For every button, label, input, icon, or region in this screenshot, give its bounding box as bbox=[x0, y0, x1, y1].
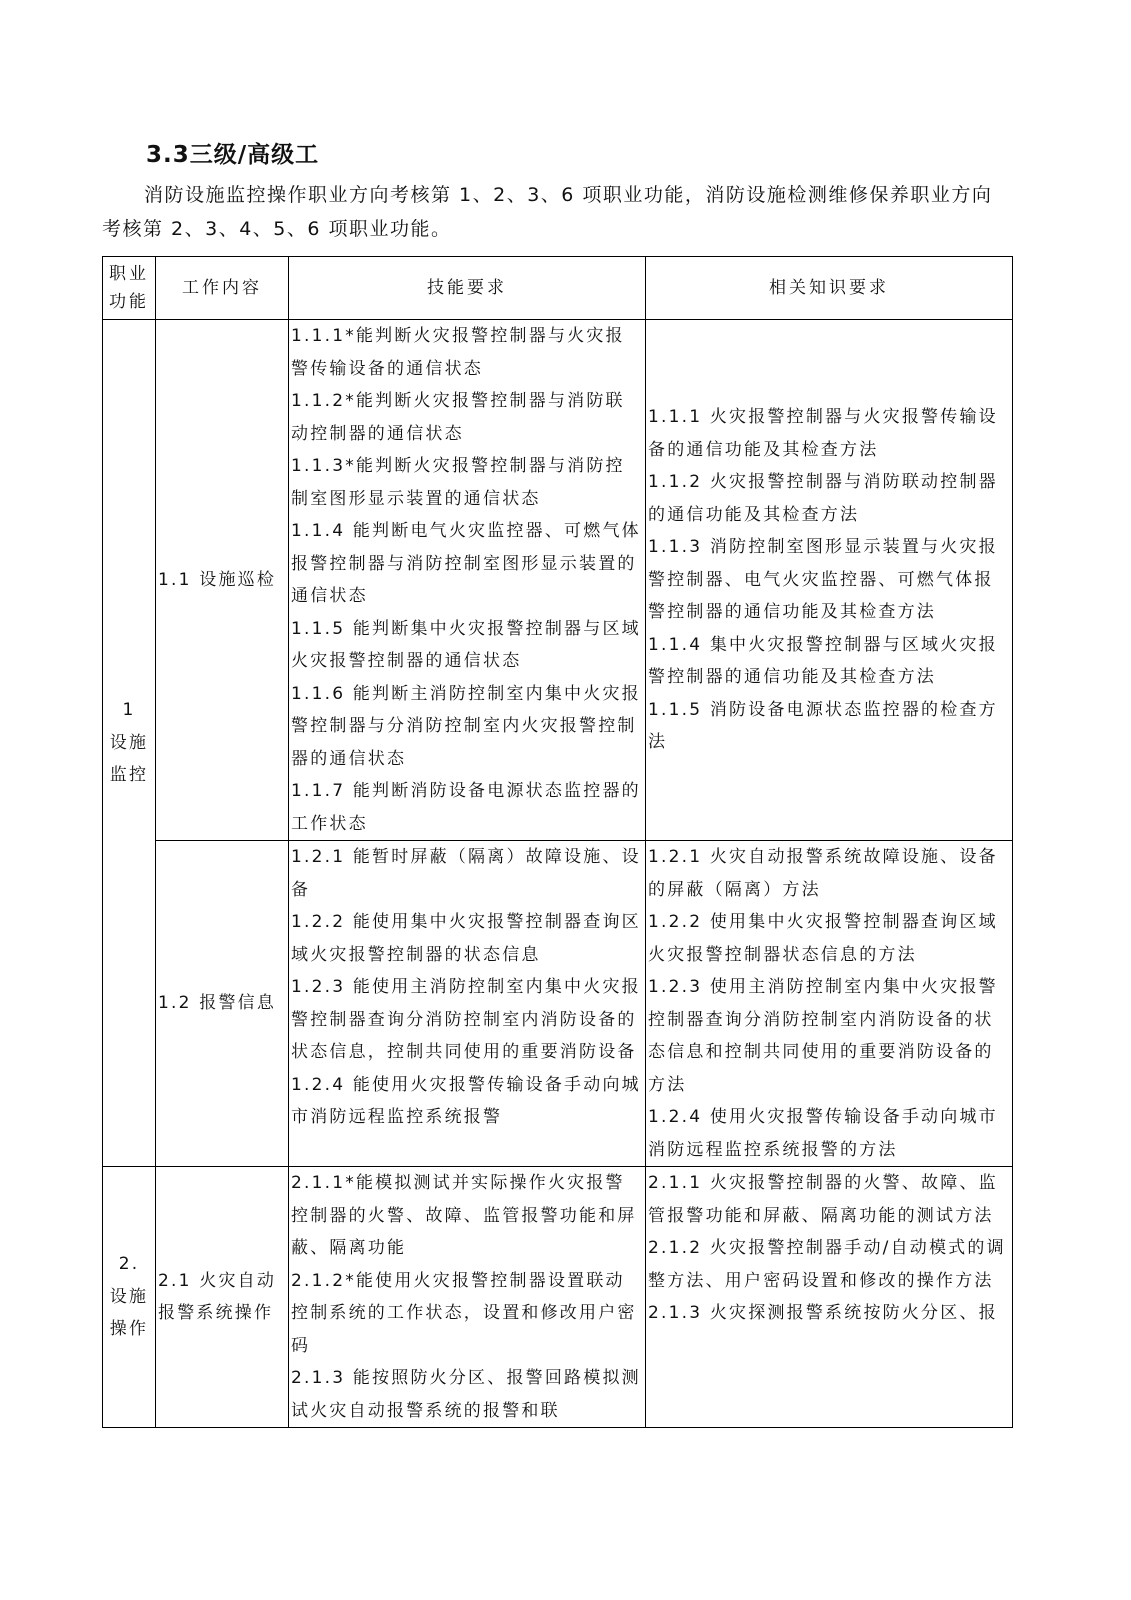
header-knowledge: 相关知识要求 bbox=[646, 257, 1013, 320]
knowledge-cell bbox=[646, 1167, 1013, 1428]
function-number: 2. bbox=[118, 1254, 140, 1275]
skill-item: 1.2.3 能使用主消防控制室内集中火灾报警控制器查询分消防控制室内消防设备的状态信息，控制共同使用的重要消防设备 bbox=[291, 977, 641, 1062]
header-function bbox=[103, 257, 156, 320]
function-cell bbox=[103, 320, 156, 1167]
skill-item: 1.1.3*能判断火灾报警控制器与消防控制室图形显示装置的通信状态 bbox=[291, 456, 625, 509]
knowledge-item: 2.1.3 火灾探测报警系统按防火分区、报 bbox=[648, 1303, 998, 1323]
table-row bbox=[103, 1167, 1013, 1428]
work-content-cell: 1.2 报警信息 bbox=[156, 841, 289, 1167]
knowledge-item: 2.1.1 火灾报警控制器的火警、故障、监管报警功能和屏蔽、隔离功能的测试方法 bbox=[648, 1173, 998, 1226]
skill-item: 1.1.1*能判断火灾报警控制器与火灾报警传输设备的通信状态 bbox=[291, 326, 625, 379]
skill-item: 1.1.5 能判断集中火灾报警控制器与区域火灾报警控制器的通信状态 bbox=[291, 618, 641, 671]
table-header-row bbox=[103, 257, 1013, 320]
header-function-line2: 功能 bbox=[109, 292, 149, 312]
work-content-cell: 1.1 设施巡检 bbox=[156, 320, 289, 841]
knowledge-item: 2.1.2 火灾报警控制器手动/自动模式的调整方法、用户密码设置和修改的操作方法 bbox=[648, 1238, 1006, 1291]
header-work: 工作内容 bbox=[156, 257, 289, 320]
skill-item: 1.2.2 能使用集中火灾报警控制器查询区域火灾报警控制器的状态信息 bbox=[291, 912, 641, 965]
header-function-line1: 职业 bbox=[109, 264, 149, 284]
knowledge-item: 1.1.2 火灾报警控制器与消防联动控制器的通信功能及其检查方法 bbox=[648, 472, 998, 525]
function-name-line1: 设施 bbox=[109, 1286, 149, 1307]
function-name-line2: 监控 bbox=[109, 765, 149, 786]
function-number: 1 bbox=[122, 700, 136, 721]
knowledge-cell bbox=[646, 320, 1013, 841]
intro-paragraph: 消防设施监控操作职业方向考核第 1、2、3、6 项职业功能，消防设施检测维修保养职业方向考核第 2、3、4、5、6 项职业功能。 bbox=[102, 184, 993, 240]
knowledge-item: 1.2.2 使用集中火灾报警控制器查询区域火灾报警控制器状态信息的方法 bbox=[648, 912, 998, 965]
knowledge-item: 1.2.3 使用主消防控制室内集中火灾报警控制器查询分消防控制室内消防设备的状态信息和控制共同使用的重要消防设备的方法 bbox=[648, 977, 998, 1095]
header-skills: 技能要求 bbox=[289, 257, 646, 320]
function-name-line1: 设施 bbox=[109, 732, 149, 753]
table-row bbox=[103, 320, 1013, 841]
knowledge-item: 1.1.3 消防控制室图形显示装置与火灾报警控制器、电气火灾监控器、可燃气体报警控制器的通信功能及其检查方法 bbox=[648, 537, 998, 623]
skills-cell bbox=[289, 1167, 646, 1428]
function-cell bbox=[103, 1167, 156, 1428]
knowledge-item: 1.1.1 火灾报警控制器与火灾报警传输设备的通信功能及其检查方法 bbox=[648, 407, 998, 460]
skill-item: 2.1.1*能模拟测试并实际操作火灾报警控制器的火警、故障、监管报警功能和屏蔽、隔离功能 bbox=[291, 1173, 637, 1258]
skill-item: 1.2.1 能暂时屏蔽（隔离）故障设施、设备 bbox=[291, 847, 641, 900]
skill-item: 2.1.2*能使用火灾报警控制器设置联动控制系统的工作状态，设置和修改用户密码 bbox=[291, 1270, 637, 1356]
work-content-cell: 2.1 火灾自动报警系统操作 bbox=[156, 1167, 289, 1428]
knowledge-item: 1.1.4 集中火灾报警控制器与区域火灾报警控制器的通信功能及其检查方法 bbox=[648, 634, 998, 688]
skill-item: 1.1.4 能判断电气火灾监控器、可燃气体报警控制器与消防控制室图形显示装置的通信状态 bbox=[291, 521, 641, 606]
skills-cell bbox=[289, 320, 646, 841]
skill-item: 1.1.2*能判断火灾报警控制器与消防联动控制器的通信状态 bbox=[291, 391, 625, 444]
knowledge-cell bbox=[646, 841, 1013, 1167]
table-row bbox=[103, 841, 1013, 1167]
skill-item: 2.1.3 能按照防火分区、报警回路模拟测试火灾自动报警系统的报警和联 bbox=[291, 1368, 641, 1421]
skill-item: 1.1.6 能判断主消防控制室内集中火灾报警控制器与分消防控制室内火灾报警控制器的通信状态 bbox=[291, 683, 641, 769]
skills-cell bbox=[289, 841, 646, 1167]
section-heading: 3.3三级/高级工 bbox=[146, 142, 320, 168]
skill-item: 1.2.4 能使用火灾报警传输设备手动向城市消防远程监控系统报警 bbox=[291, 1074, 641, 1127]
skill-standard-table bbox=[102, 256, 1013, 1428]
function-name-line2: 操作 bbox=[109, 1319, 149, 1340]
knowledge-item: 1.2.1 火灾自动报警系统故障设施、设备的屏蔽（隔离）方法 bbox=[648, 847, 998, 900]
knowledge-item: 1.1.5 消防设备电源状态监控器的检查方法 bbox=[648, 699, 998, 753]
skill-item: 1.1.7 能判断消防设备电源状态监控器的工作状态 bbox=[291, 781, 641, 834]
knowledge-item: 1.2.4 使用火灾报警传输设备手动向城市消防远程监控系统报警的方法 bbox=[648, 1107, 998, 1160]
